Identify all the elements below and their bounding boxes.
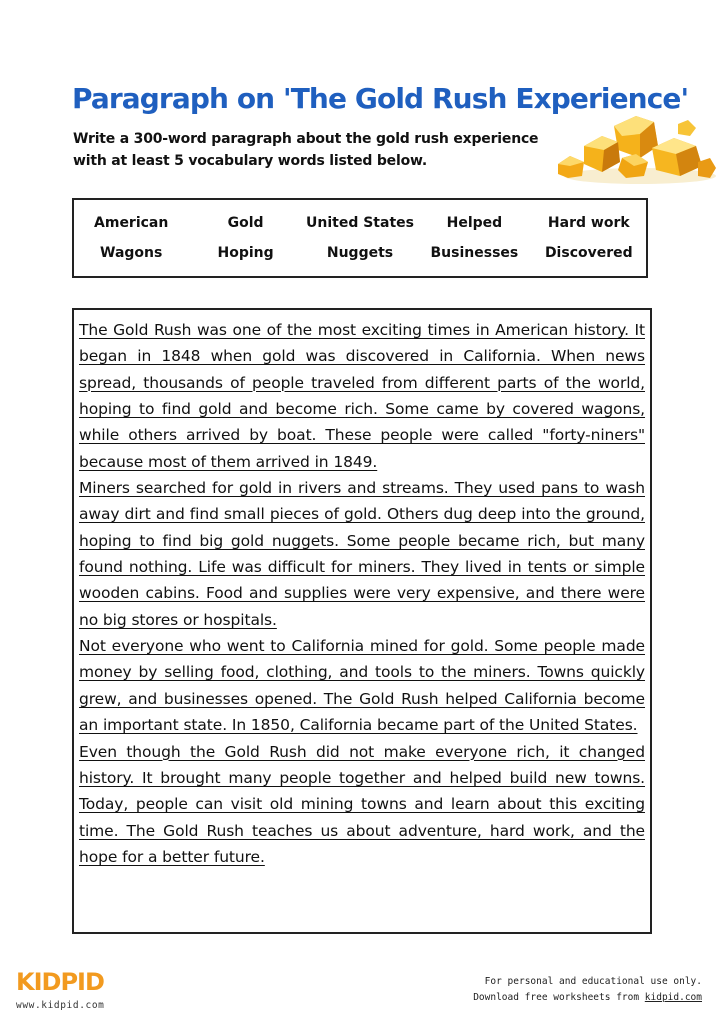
- vocab-word: United States: [306, 215, 414, 231]
- footer: [473, 974, 702, 1006]
- footer-download-text: Download free worksheets from: [473, 992, 645, 1003]
- page-title: Paragraph on 'The Gold Rush Experience': [72, 82, 689, 115]
- kidpid-logo-mark: [14, 968, 114, 994]
- paragraph: Not everyone who went to California mined for gold. Some people made money by selling food, clothing, and tools to the miners. Towns quickly grew, and businesses opened. The Gold Rush helped California become an important state. In 1850, California became part of the United States.: [79, 637, 645, 735]
- paragraph: Even though the Gold Rush did not make everyone rich, it changed history. It brought many people together and helped build new towns. Today, people can visit old mining towns and learn about this exciting time. The Gold Rush teaches us about adventure, hard work, and the hope for a better future.: [79, 742, 645, 866]
- vocab-word: Hoping: [217, 245, 274, 261]
- vocab-word: Helped: [446, 215, 503, 231]
- vocab-word: Wagons: [100, 245, 163, 261]
- footer-notice: For personal and educational use only.: [484, 976, 702, 987]
- vocab-word: Gold: [227, 215, 264, 231]
- logo-url[interactable]: www.kidpid.com: [16, 1000, 105, 1011]
- paragraph-box: [72, 308, 652, 934]
- paragraph: The Gold Rush was one of the most exciting times in American history. It began in 1848 when gold was discovered in California. When news spread, thousands of people traveled from different parts of the world, hoping to find gold and become rich. Some came by covered wagons, while others arrived by boat. These people were called "forty-niners" because most of them arrived in 1849.: [79, 321, 645, 471]
- vocabulary-box: [72, 198, 648, 278]
- svg-text:KIDPID: KIDPID: [16, 968, 104, 994]
- kidpid-logo[interactable]: [14, 968, 114, 1011]
- vocab-word: American: [94, 215, 169, 231]
- instructions: Write a 300-word paragraph about the gold rush experience with at least 5 vocabulary words listed below.: [73, 131, 539, 169]
- gold-nuggets-icon: [556, 112, 718, 186]
- vocab-word: Businesses: [430, 245, 519, 261]
- vocab-word: Hard work: [547, 215, 630, 231]
- footer-download: [473, 990, 702, 1006]
- footer-link[interactable]: kidpid.com: [644, 992, 702, 1003]
- vocab-word: Nuggets: [326, 245, 394, 261]
- paragraph: Miners searched for gold in rivers and streams. They used pans to wash away dirt and find small pieces of gold. Others dug deep into the ground, hoping to find big gold nuggets. Some people became rich, but many found nothing. Life was difficult for miners. They lived in tents or simple wooden cabins. Food and supplies were very expensive, and there were no big stores or hospitals.: [79, 479, 645, 629]
- vocab-word: Discovered: [544, 245, 633, 261]
